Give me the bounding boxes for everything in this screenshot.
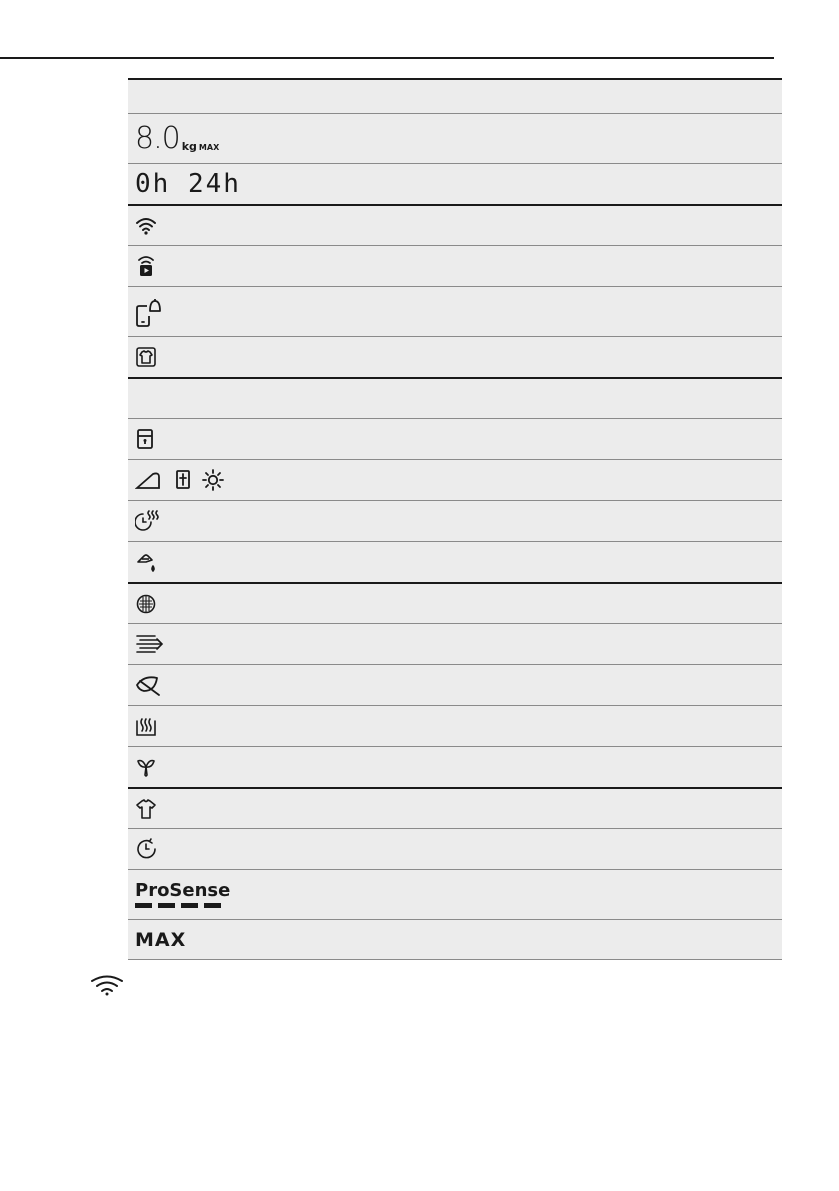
table-row-fan: [128, 746, 782, 787]
table-row-prosense: [128, 869, 782, 919]
laundry-sensor-icon: [135, 346, 157, 368]
remote-control-icon: [135, 254, 157, 278]
shirt-icon: [135, 798, 157, 820]
table-row-pre-treatment: [128, 541, 782, 582]
load-display: [135, 120, 220, 156]
prosense-bar: [135, 903, 152, 908]
table-row-dryness: [128, 459, 782, 500]
load-max-label: MAX: [198, 142, 220, 152]
table-row-laundry-sensor: [128, 336, 782, 377]
wifi-icon: [135, 215, 157, 237]
table-row-remote: [128, 245, 782, 286]
table-row-shirt: [128, 787, 782, 828]
table-section-header-row: [128, 377, 782, 418]
table-row-time-steam: [128, 500, 782, 541]
table-row-delay-timer: [128, 828, 782, 869]
table-header-row: [128, 78, 782, 113]
load-unit: kg: [181, 139, 197, 153]
extra-rinse-icon: [135, 633, 165, 655]
prosense-label: ProSense: [135, 879, 231, 901]
table-row-phone-notification: [128, 286, 782, 336]
prosense-bar: [158, 903, 175, 908]
drum-clean-icon: [135, 593, 157, 615]
table-row-load: [128, 113, 782, 163]
prosense-level-bars: [135, 903, 230, 908]
phone-notification-icon: [135, 296, 161, 328]
door-lock-icon: [135, 428, 155, 450]
wifi-icon: [89, 974, 125, 1001]
display-symbol-table: [128, 78, 782, 960]
prosense-indicator: [135, 881, 230, 909]
table-row-door-lock: [128, 418, 782, 459]
delay-timer-icon: [135, 837, 159, 861]
table-row-max: [128, 919, 782, 960]
page-top-line: [0, 57, 774, 59]
max-label: MAX: [135, 928, 187, 951]
table-row-eco: [128, 664, 782, 705]
prosense-bar: [204, 903, 221, 908]
load-value: 8.0: [135, 120, 180, 156]
table-row-steam: [128, 705, 782, 746]
steam-icon: [135, 715, 157, 737]
prosense-bar: [181, 903, 198, 908]
table-row-wifi: [128, 204, 782, 245]
fan-icon: [135, 756, 157, 778]
table-row-extra-rinse: [128, 623, 782, 664]
table-row-time: [128, 163, 782, 204]
table-row-drum-clean: [128, 582, 782, 623]
eco-icon: [135, 674, 161, 696]
time-steam-icon: [135, 509, 163, 533]
time-display: 0h 24h: [135, 169, 241, 199]
dryness-level-icon: [135, 468, 231, 492]
pre-treatment-icon: [135, 550, 159, 574]
